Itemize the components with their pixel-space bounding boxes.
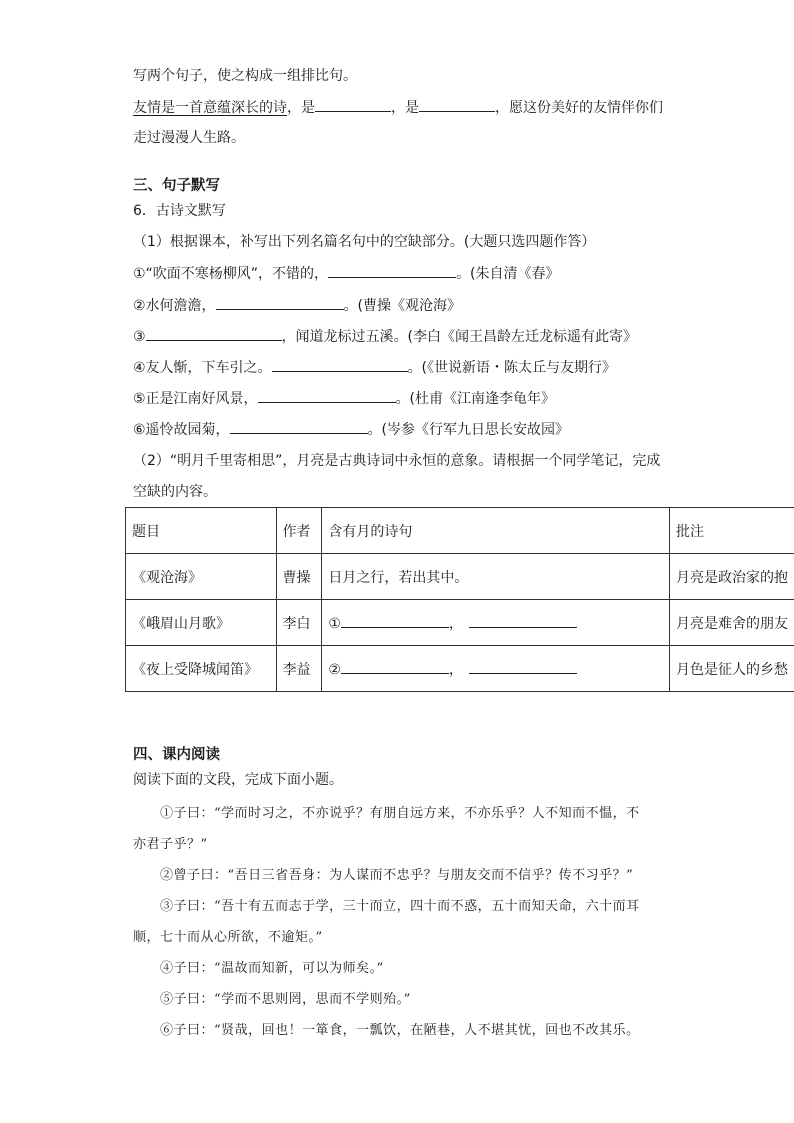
answer-blank-2[interactable] <box>419 97 495 112</box>
sub-question-2-line-2: 空缺的内容。 <box>133 484 217 500</box>
recite-item-6 <box>133 419 569 440</box>
cell-title: 《峨眉山月歌》 <box>126 600 277 646</box>
header-title: 题目 <box>126 508 277 554</box>
intro-underlined-phrase: 友情是一首意蕴深长的诗 <box>133 100 287 116</box>
recite-item-5 <box>133 388 555 409</box>
reading-instruction: 阅读下面的文段，完成下面小题。 <box>133 772 343 788</box>
intro-line-1: 写两个句子，使之构成一组排比句。 <box>133 68 357 84</box>
item-source: 。(《世说新语・陈太丘与友期行》 <box>407 360 617 376</box>
cell-verse <box>322 646 670 692</box>
table-row <box>126 646 794 692</box>
item-text: ①“吹面不寒杨柳风”，不错的， <box>133 266 329 282</box>
verse-blank-2a[interactable] <box>341 661 449 674</box>
table-row <box>126 554 794 600</box>
passage-paragraph-3: ③子曰：“吾十有五而志于学，三十而立，四十而不惑，五十而知天命，六十而耳 <box>160 899 640 914</box>
intro-line-2 <box>133 97 663 118</box>
cell-author: 李益 <box>276 646 322 692</box>
recite-blank-4[interactable] <box>272 357 408 372</box>
recite-blank-3[interactable] <box>146 326 282 341</box>
cell-note: 月色是征人的乡愁 <box>669 646 794 692</box>
passage-paragraph-1-cont: 亦君子乎？” <box>133 837 208 852</box>
recite-item-3 <box>133 326 637 347</box>
item-source: 。(曹操《观沧海》 <box>343 298 462 314</box>
item-text: ④友人惭，下车引之。 <box>133 360 272 376</box>
intro-text-c: ，是 <box>391 100 419 116</box>
recite-blank-5[interactable] <box>258 388 396 403</box>
verse-blank-1a[interactable] <box>341 615 449 628</box>
header-author: 作者 <box>276 508 322 554</box>
recite-item-2 <box>133 295 461 316</box>
cell-title: 《夜上受降城闻笛》 <box>126 646 277 692</box>
question-6-title: 6．古诗文默写 <box>133 203 226 219</box>
cell-verse <box>322 600 670 646</box>
table-header-row <box>126 508 794 554</box>
section-4-title: 四、课内阅读 <box>133 747 220 763</box>
recite-blank-6[interactable] <box>230 419 368 434</box>
verse-comma: ， <box>448 615 463 632</box>
cell-verse: 日月之行，若出其中。 <box>322 554 670 600</box>
passage-paragraph-2: ②曾子曰：“吾日三省吾身：为人谋而不忠乎？与朋友交而不信乎？传不习乎？” <box>160 868 634 883</box>
moon-poetry-table <box>125 507 794 692</box>
item-source: 。(朱自清《春》 <box>456 266 560 282</box>
passage-paragraph-1: ①子曰：“学而时习之，不亦说乎？有朋自远方来，不亦乐乎？人不知而不愠，不 <box>160 806 640 821</box>
sub-question-1: （1）根据课本，补写出下列名篇名句中的空缺部分。(大题只选四题作答） <box>133 234 596 250</box>
cell-note: 月亮是政治家的抱 <box>669 554 794 600</box>
verse-comma: ， <box>448 661 463 678</box>
sub-question-2-line-1: （2）“明月千里寄相思”，月亮是古典诗词中永恒的意象。请根据一个同学笔记，完成 <box>133 453 661 469</box>
cell-author: 曹操 <box>276 554 322 600</box>
passage-paragraph-4: ④子曰：“温故而知新，可以为师矣。” <box>160 961 384 976</box>
header-note: 批注 <box>669 508 794 554</box>
cell-title: 《观沧海》 <box>126 554 277 600</box>
item-source: 。(杜甫《江南逢李龟年》 <box>395 391 556 407</box>
item-text: ③ <box>133 329 146 345</box>
recite-blank-2[interactable] <box>216 295 344 310</box>
verse-number: ① <box>328 615 341 632</box>
table-row <box>126 600 794 646</box>
item-text: ⑤正是江南好风景， <box>133 391 258 407</box>
header-verse: 含有月的诗句 <box>322 508 670 554</box>
intro-text-d: ，愿这份美好的友情伴你们 <box>495 100 663 116</box>
verse-blank-1b[interactable] <box>469 615 577 628</box>
item-source: 。(岑参《行军九日思长安故园》 <box>367 422 570 438</box>
section-3-title: 三、句子默写 <box>133 178 220 194</box>
verse-number: ② <box>328 661 341 678</box>
item-text: ⑥遥怜故园菊， <box>133 422 230 438</box>
answer-blank-1[interactable] <box>315 97 391 112</box>
recite-item-4 <box>133 357 616 378</box>
passage-paragraph-5: ⑤子曰：“学而不思则罔，思而不学则殆。” <box>160 992 411 1007</box>
passage-paragraph-3-cont: 顺，七十而从心所欲，不逾矩。” <box>133 930 323 945</box>
cell-author: 李白 <box>276 600 322 646</box>
item-text: ②水何澹澹， <box>133 298 216 314</box>
passage-paragraph-6: ⑥子曰：“贤哉，回也！一箪食，一瓢饮，在陋巷，人不堪其忧，回也不改其乐。 <box>160 1023 640 1038</box>
cell-note: 月亮是难舍的朋友 <box>669 600 794 646</box>
intro-text-b: ，是 <box>287 100 315 116</box>
recite-item-1 <box>133 263 560 284</box>
intro-line-3: 走过漫漫人生路。 <box>133 130 245 146</box>
item-source: ，闻道龙标过五溪。(李白《闻王昌龄左迁龙标遥有此寄》 <box>281 329 638 345</box>
verse-blank-2b[interactable] <box>469 661 577 674</box>
recite-blank-1[interactable] <box>328 263 456 278</box>
